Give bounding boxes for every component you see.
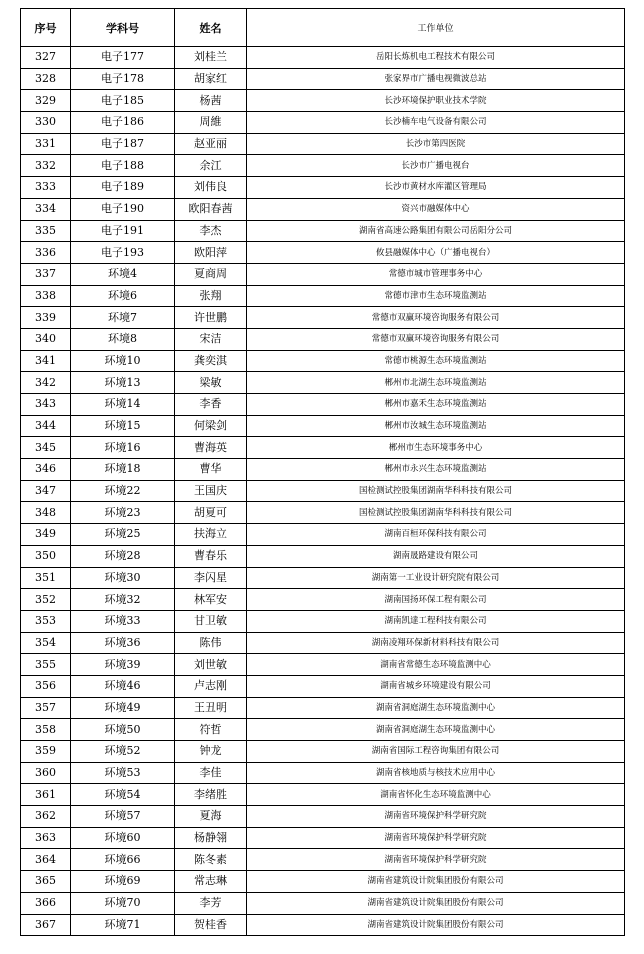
cell-seq: 355: [21, 654, 71, 676]
table-row: [21, 892, 625, 914]
cell-code: 环境25: [71, 524, 175, 546]
cell-unit: 资兴市融媒体中心: [247, 198, 625, 220]
cell-unit: 湖南省环境保护科学研究院: [247, 849, 625, 871]
cell-seq: 339: [21, 307, 71, 329]
cell-name: 李闪星: [175, 567, 247, 589]
cell-name: 林军安: [175, 589, 247, 611]
cell-unit: 国检测试控股集团湖南华科科技有限公司: [247, 480, 625, 502]
cell-code: 电子178: [71, 68, 175, 90]
table-row: [21, 719, 625, 741]
table-row: [21, 827, 625, 849]
cell-unit: 湖南省建筑设计院集团股份有限公司: [247, 871, 625, 893]
table-row: [21, 762, 625, 784]
cell-seq: 349: [21, 524, 71, 546]
cell-name: 许世鹏: [175, 307, 247, 329]
cell-name: 李佳: [175, 762, 247, 784]
cell-seq: 344: [21, 415, 71, 437]
cell-seq: 347: [21, 480, 71, 502]
cell-name: 曹华: [175, 459, 247, 481]
cell-name: 周維: [175, 112, 247, 134]
cell-code: 电子193: [71, 242, 175, 264]
table-row: [21, 372, 625, 394]
cell-code: 环境52: [71, 741, 175, 763]
cell-code: 环境23: [71, 502, 175, 524]
cell-seq: 365: [21, 871, 71, 893]
cell-code: 环境22: [71, 480, 175, 502]
table-row: [21, 328, 625, 350]
cell-name: 刘伟良: [175, 177, 247, 199]
cell-code: 电子185: [71, 90, 175, 112]
cell-unit: 湖南省国际工程咨询集团有限公司: [247, 741, 625, 763]
cell-name: 欧阳萍: [175, 242, 247, 264]
cell-seq: 340: [21, 328, 71, 350]
cell-name: 卢志刚: [175, 675, 247, 697]
cell-code: 环境57: [71, 806, 175, 828]
cell-name: 梁敏: [175, 372, 247, 394]
table-row: [21, 610, 625, 632]
cell-code: 电子177: [71, 47, 175, 69]
cell-seq: 364: [21, 849, 71, 871]
cell-name: 曹海英: [175, 437, 247, 459]
cell-seq: 360: [21, 762, 71, 784]
cell-seq: 367: [21, 914, 71, 936]
header-code: 学科号: [71, 9, 175, 47]
cell-unit: 湖南百桓环保科技有限公司: [247, 524, 625, 546]
table-row: [21, 524, 625, 546]
cell-code: 环境71: [71, 914, 175, 936]
cell-name: 符哲: [175, 719, 247, 741]
table-row: [21, 914, 625, 936]
table-row: [21, 242, 625, 264]
cell-unit: 湖南省高速公路集团有限公司岳阳分公司: [247, 220, 625, 242]
cell-seq: 342: [21, 372, 71, 394]
cell-unit: 张家界市广播电视微波总站: [247, 68, 625, 90]
cell-unit: 湖南省洞庭湖生态环境监测中心: [247, 697, 625, 719]
cell-seq: 341: [21, 350, 71, 372]
cell-name: 宋洁: [175, 328, 247, 350]
cell-name: 王丑明: [175, 697, 247, 719]
cell-seq: 345: [21, 437, 71, 459]
table-row: [21, 871, 625, 893]
table-row: [21, 285, 625, 307]
cell-seq: 352: [21, 589, 71, 611]
cell-code: 环境6: [71, 285, 175, 307]
cell-unit: 湖南晟路建设有限公司: [247, 545, 625, 567]
cell-seq: 362: [21, 806, 71, 828]
cell-name: 贺桂香: [175, 914, 247, 936]
cell-code: 环境16: [71, 437, 175, 459]
cell-name: 张翔: [175, 285, 247, 307]
table-row: [21, 589, 625, 611]
cell-name: 陈伟: [175, 632, 247, 654]
header-row: [21, 9, 625, 47]
cell-code: 环境7: [71, 307, 175, 329]
cell-seq: 329: [21, 90, 71, 112]
cell-name: 杨茜: [175, 90, 247, 112]
cell-unit: 湖南省常德生态环境监测中心: [247, 654, 625, 676]
cell-unit: 湖南凌翔环保新材料科技有限公司: [247, 632, 625, 654]
cell-name: 李杰: [175, 220, 247, 242]
cell-code: 环境60: [71, 827, 175, 849]
cell-seq: 348: [21, 502, 71, 524]
cell-code: 环境32: [71, 589, 175, 611]
header-unit: 工作单位: [247, 9, 625, 47]
cell-code: 环境28: [71, 545, 175, 567]
cell-code: 环境15: [71, 415, 175, 437]
table-row: [21, 459, 625, 481]
cell-unit: 湖南省核地质与核技术应用中心: [247, 762, 625, 784]
table-row: [21, 545, 625, 567]
cell-code: 环境70: [71, 892, 175, 914]
table-row: [21, 350, 625, 372]
cell-unit: 常德市城市管理事务中心: [247, 263, 625, 285]
cell-seq: 334: [21, 198, 71, 220]
table-row: [21, 567, 625, 589]
table-row: [21, 480, 625, 502]
table-row: [21, 675, 625, 697]
header-seq: 序号: [21, 9, 71, 47]
cell-name: 刘桂兰: [175, 47, 247, 69]
cell-unit: 郴州市汝城生态环境监测站: [247, 415, 625, 437]
cell-unit: 常德市双赢环境咨询服务有限公司: [247, 307, 625, 329]
cell-name: 胡夏可: [175, 502, 247, 524]
cell-unit: 郴州市嘉禾生态环境监测站: [247, 394, 625, 416]
cell-seq: 363: [21, 827, 71, 849]
cell-unit: 湖南国扬环保工程有限公司: [247, 589, 625, 611]
cell-seq: 330: [21, 112, 71, 134]
cell-name: 曹春乐: [175, 545, 247, 567]
cell-name: 甘卫敏: [175, 610, 247, 632]
table-row: [21, 47, 625, 69]
cell-unit: 湖南省建筑设计院集团股份有限公司: [247, 892, 625, 914]
cell-name: 余江: [175, 155, 247, 177]
table-row: [21, 437, 625, 459]
cell-unit: 攸县融媒体中心（广播电视台）: [247, 242, 625, 264]
table-row: [21, 68, 625, 90]
cell-code: 环境36: [71, 632, 175, 654]
cell-name: 龚奕淇: [175, 350, 247, 372]
table-row: [21, 112, 625, 134]
cell-name: 何梁剑: [175, 415, 247, 437]
table-row: [21, 394, 625, 416]
cell-unit: 长沙市广播电视台: [247, 155, 625, 177]
personnel-table: [20, 8, 625, 936]
table-row: [21, 177, 625, 199]
cell-unit: 湖南省环境保护科学研究院: [247, 827, 625, 849]
table-row: [21, 806, 625, 828]
cell-seq: 350: [21, 545, 71, 567]
cell-seq: 343: [21, 394, 71, 416]
cell-code: 环境4: [71, 263, 175, 285]
cell-seq: 332: [21, 155, 71, 177]
cell-unit: 长沙市第四医院: [247, 133, 625, 155]
cell-unit: 郴州市生态环境事务中心: [247, 437, 625, 459]
cell-unit: 湖南省城乡环境建设有限公司: [247, 675, 625, 697]
cell-unit: 湖南省环境保护科学研究院: [247, 806, 625, 828]
cell-seq: 331: [21, 133, 71, 155]
table-row: [21, 307, 625, 329]
cell-name: 钟龙: [175, 741, 247, 763]
table-row: [21, 415, 625, 437]
cell-code: 环境49: [71, 697, 175, 719]
cell-code: 环境53: [71, 762, 175, 784]
table-row: [21, 632, 625, 654]
cell-seq: 346: [21, 459, 71, 481]
cell-unit: 常德市津市生态环境监测站: [247, 285, 625, 307]
cell-code: 电子187: [71, 133, 175, 155]
cell-code: 环境66: [71, 849, 175, 871]
cell-unit: 湖南凯達工程科技有限公司: [247, 610, 625, 632]
cell-seq: 359: [21, 741, 71, 763]
cell-code: 环境46: [71, 675, 175, 697]
cell-name: 胡家红: [175, 68, 247, 90]
cell-name: 常志琳: [175, 871, 247, 893]
cell-seq: 358: [21, 719, 71, 741]
cell-seq: 353: [21, 610, 71, 632]
table-row: [21, 263, 625, 285]
cell-seq: 351: [21, 567, 71, 589]
table-row: [21, 654, 625, 676]
cell-seq: 366: [21, 892, 71, 914]
table-row: [21, 90, 625, 112]
table-header: [21, 9, 625, 47]
cell-code: 环境30: [71, 567, 175, 589]
cell-name: 陈冬素: [175, 849, 247, 871]
cell-unit: 岳阳长炼机电工程技术有限公司: [247, 47, 625, 69]
header-name: 姓名: [175, 9, 247, 47]
cell-seq: 337: [21, 263, 71, 285]
cell-code: 环境8: [71, 328, 175, 350]
cell-unit: 郴州市北湖生态环境监测站: [247, 372, 625, 394]
cell-code: 环境39: [71, 654, 175, 676]
cell-name: 夏海: [175, 806, 247, 828]
cell-code: 环境69: [71, 871, 175, 893]
cell-seq: 338: [21, 285, 71, 307]
cell-name: 李香: [175, 394, 247, 416]
cell-seq: 336: [21, 242, 71, 264]
table-row: [21, 849, 625, 871]
cell-code: 电子188: [71, 155, 175, 177]
cell-unit: 国检测试控股集团湖南华科科技有限公司: [247, 502, 625, 524]
cell-seq: 357: [21, 697, 71, 719]
cell-seq: 333: [21, 177, 71, 199]
cell-unit: 常德市桃源生态环境监测站: [247, 350, 625, 372]
cell-name: 王国庆: [175, 480, 247, 502]
table-row: [21, 697, 625, 719]
cell-name: 夏商周: [175, 263, 247, 285]
cell-seq: 327: [21, 47, 71, 69]
cell-code: 环境10: [71, 350, 175, 372]
cell-name: 欧阳春茜: [175, 198, 247, 220]
cell-unit: 湖南省洞庭湖生态环境监测中心: [247, 719, 625, 741]
cell-code: 环境13: [71, 372, 175, 394]
cell-seq: 356: [21, 675, 71, 697]
table-row: [21, 741, 625, 763]
cell-seq: 328: [21, 68, 71, 90]
cell-unit: 长沙市黄材水库灌区管理局: [247, 177, 625, 199]
cell-code: 电子190: [71, 198, 175, 220]
cell-name: 扶海立: [175, 524, 247, 546]
cell-code: 电子186: [71, 112, 175, 134]
cell-code: 环境14: [71, 394, 175, 416]
cell-name: 赵亚丽: [175, 133, 247, 155]
cell-code: 环境50: [71, 719, 175, 741]
cell-code: 电子189: [71, 177, 175, 199]
cell-code: 环境54: [71, 784, 175, 806]
cell-code: 环境33: [71, 610, 175, 632]
table-row: [21, 155, 625, 177]
table-body: [21, 47, 625, 936]
table-row: [21, 784, 625, 806]
cell-name: 刘世敏: [175, 654, 247, 676]
cell-unit: 湖南第一工业设计研究院有限公司: [247, 567, 625, 589]
cell-name: 李芳: [175, 892, 247, 914]
cell-name: 杨静翎: [175, 827, 247, 849]
cell-seq: 354: [21, 632, 71, 654]
cell-seq: 335: [21, 220, 71, 242]
cell-unit: 长沙环境保护职业技术学院: [247, 90, 625, 112]
cell-code: 电子191: [71, 220, 175, 242]
table-row: [21, 502, 625, 524]
table-row: [21, 133, 625, 155]
cell-name: 李绪胜: [175, 784, 247, 806]
cell-unit: 长沙楠车电气设备有限公司: [247, 112, 625, 134]
cell-unit: 湖南省建筑设计院集团股份有限公司: [247, 914, 625, 936]
cell-code: 环境18: [71, 459, 175, 481]
cell-unit: 湖南省怀化生态环境监测中心: [247, 784, 625, 806]
table-row: [21, 220, 625, 242]
cell-unit: 常德市双赢环境咨询服务有限公司: [247, 328, 625, 350]
cell-unit: 郴州市永兴生态环境监测站: [247, 459, 625, 481]
cell-seq: 361: [21, 784, 71, 806]
table-row: [21, 198, 625, 220]
